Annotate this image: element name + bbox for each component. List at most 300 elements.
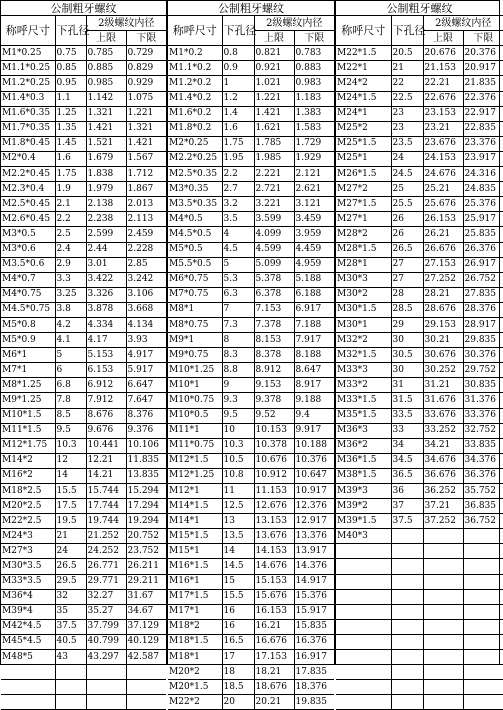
table-row (168, 393, 334, 408)
cell-lower: 4.917 (126, 348, 166, 363)
table-row (1, 393, 166, 408)
table-row (168, 499, 334, 514)
cell-drill: 30 (391, 363, 423, 378)
cell-drill: 26.5 (391, 242, 423, 257)
table-row (168, 634, 334, 649)
cell-upper: 7.912 (86, 393, 126, 408)
cell-upper: 26.771 (86, 559, 126, 574)
table-row (1, 317, 166, 332)
table-row (336, 348, 503, 363)
cell-lower: 17.294 (126, 499, 166, 514)
table-row (168, 61, 334, 76)
cell-size: M27*2 (336, 182, 391, 197)
cell-lower: 26.376 (463, 242, 503, 257)
cell-upper: 5.378 (254, 272, 294, 287)
cell-upper: 10.378 (254, 438, 294, 453)
cell-size: M24*1 (336, 106, 391, 121)
cell-lower: 42.587 (126, 650, 166, 665)
cell-drill: 12 (55, 453, 86, 468)
table-title: 公制粗牙螺纹 (336, 1, 503, 16)
cell-drill: 1.35 (55, 121, 86, 136)
thread-table (168, 1, 334, 710)
table-row (1, 61, 166, 76)
cell-lower: 22.917 (463, 106, 503, 121)
cell-drill (55, 665, 86, 680)
cell-size: M1.8*0.45 (1, 136, 55, 151)
cell-drill: 3.25 (55, 287, 86, 302)
header-nominal-size: 称呼尺寸 (168, 16, 222, 46)
table-row (1, 167, 166, 182)
table-row (336, 287, 503, 302)
cell-size: M22*2 (168, 695, 222, 710)
cell-drill: 13 (222, 514, 254, 529)
cell-upper: 43.297 (86, 650, 126, 665)
cell-lower (126, 665, 166, 680)
cell-lower: 18.376 (294, 680, 334, 695)
table-row (1, 106, 166, 121)
table-row (168, 227, 334, 242)
cell-upper: 23.21 (423, 121, 463, 136)
cell-upper (423, 559, 463, 574)
cell-lower (463, 695, 503, 710)
cell-drill: 16 (222, 604, 254, 619)
table-row (336, 499, 503, 514)
table-row (336, 76, 503, 91)
table-title: 公制粗牙螺纹 (168, 1, 334, 16)
cell-drill: 2.1 (55, 197, 86, 212)
cell-drill: 43 (55, 650, 86, 665)
cell-upper: 8.378 (254, 348, 294, 363)
cell-drill: 22.5 (391, 91, 423, 106)
cell-upper: 35.27 (86, 604, 126, 619)
cell-drill: 1.75 (55, 167, 86, 182)
cell-size: M3*0.6 (1, 242, 55, 257)
cell-lower: 1.929 (294, 151, 334, 166)
cell-lower: 4.459 (294, 242, 334, 257)
cell-lower: 9.4 (294, 408, 334, 423)
cell-upper: 33.252 (423, 423, 463, 438)
cell-size: M33*2 (336, 378, 391, 393)
cell-upper: 29.771 (86, 574, 126, 589)
cell-upper (86, 695, 126, 710)
cell-size: M20*2.5 (1, 499, 55, 514)
cell-size: M25*1 (336, 151, 391, 166)
cell-upper: 0.785 (86, 46, 126, 61)
cell-upper: 28.21 (423, 287, 463, 302)
cell-size: M32*2 (336, 333, 391, 348)
cell-drill: 2.2 (222, 167, 254, 182)
cell-drill: 35 (55, 604, 86, 619)
cell-drill (55, 695, 86, 710)
thread-table (1, 1, 166, 710)
cell-size: M5*0.5 (168, 242, 222, 257)
header-minor-diameter: 2级螺纹内径 (254, 16, 334, 31)
cell-lower: 14.376 (294, 559, 334, 574)
cell-drill: 7.8 (55, 393, 86, 408)
cell-size (336, 604, 391, 619)
cell-drill: 22 (391, 76, 423, 91)
cell-drill: 3.2 (222, 197, 254, 212)
cell-lower: 5.917 (126, 363, 166, 378)
table-row (336, 665, 503, 680)
cell-upper: 3.599 (254, 212, 294, 227)
panel-coarse-thread-left (1, 1, 168, 664)
cell-size: M16*1.5 (168, 559, 222, 574)
cell-upper: 24.676 (423, 167, 463, 182)
cell-lower: 8.647 (294, 363, 334, 378)
cell-drill: 16.5 (222, 634, 254, 649)
cell-size: M9*1.25 (1, 393, 55, 408)
cell-upper: 4.599 (254, 242, 294, 257)
cell-lower (463, 544, 503, 559)
cell-lower: 21.835 (463, 76, 503, 91)
cell-size: M10*0.5 (168, 408, 222, 423)
cell-upper: 37.252 (423, 514, 463, 529)
cell-size (1, 680, 55, 695)
cell-lower: 2.459 (126, 227, 166, 242)
cell-upper: 21.252 (86, 529, 126, 544)
cell-drill: 1 (222, 76, 254, 91)
cell-upper: 2.721 (254, 182, 294, 197)
cell-size: M1.4*0.3 (1, 91, 55, 106)
cell-drill: 4.1 (55, 333, 86, 348)
cell-drill: 4 (222, 227, 254, 242)
cell-upper: 0.985 (86, 76, 126, 91)
cell-drill: 23 (391, 121, 423, 136)
cell-drill: 20 (222, 695, 254, 710)
cell-size: M2.5*0.35 (168, 167, 222, 182)
table-row (336, 212, 503, 227)
table-row (336, 544, 503, 559)
cell-lower: 29.752 (463, 363, 503, 378)
table-row (1, 484, 166, 499)
cell-drill: 3.3 (55, 272, 86, 287)
cell-upper: 2.238 (86, 212, 126, 227)
cell-size: M6*1 (1, 348, 55, 363)
thread-table (336, 1, 503, 710)
cell-lower: 25.835 (463, 227, 503, 242)
cell-drill: 3.8 (55, 302, 86, 317)
cell-drill: 26 (391, 227, 423, 242)
cell-drill: 4.5 (222, 242, 254, 257)
cell-lower: 3.459 (294, 212, 334, 227)
cell-upper: 1.142 (86, 91, 126, 106)
cell-upper: 6.153 (86, 363, 126, 378)
cell-upper: 31.21 (423, 378, 463, 393)
cell-upper: 1.421 (254, 106, 294, 121)
cell-drill: 11 (222, 484, 254, 499)
table-row (1, 302, 166, 317)
table-row (336, 182, 503, 197)
cell-lower: 10.188 (294, 438, 334, 453)
table-row (168, 468, 334, 483)
table-row (168, 212, 334, 227)
cell-size: M1.2*0.2 (168, 76, 222, 91)
cell-drill: 9 (222, 378, 254, 393)
cell-drill: 6.3 (222, 287, 254, 302)
cell-lower (463, 574, 503, 589)
cell-upper (423, 680, 463, 695)
cell-lower: 13.376 (294, 529, 334, 544)
table-row (336, 619, 503, 634)
table-row (1, 650, 166, 665)
table-row (1, 151, 166, 166)
cell-lower: 34.67 (126, 604, 166, 619)
cell-drill: 5 (55, 348, 86, 363)
cell-lower: 20.752 (126, 529, 166, 544)
cell-upper: 17.744 (86, 499, 126, 514)
cell-size: M4.5*0.5 (168, 227, 222, 242)
table-row (1, 559, 166, 574)
cell-upper: 36.252 (423, 484, 463, 499)
cell-lower: 15.835 (294, 619, 334, 634)
cell-size: M38*1.5 (336, 468, 391, 483)
cell-drill: 18.5 (222, 680, 254, 695)
cell-size: M22*1 (336, 61, 391, 76)
table-row (168, 695, 334, 710)
cell-size: M36*3 (336, 423, 391, 438)
table-row (336, 559, 503, 574)
cell-drill: 25 (391, 182, 423, 197)
cell-drill: 2.7 (222, 182, 254, 197)
cell-upper (423, 634, 463, 649)
cell-drill: 10.3 (222, 438, 254, 453)
cell-lower: 30.835 (463, 378, 503, 393)
cell-size: M4*0.75 (1, 287, 55, 302)
cell-drill: 10 (222, 423, 254, 438)
cell-size: M26*1.5 (336, 167, 391, 182)
cell-drill: 25.5 (391, 197, 423, 212)
cell-drill: 6.8 (55, 378, 86, 393)
table-row (168, 438, 334, 453)
table-row (336, 106, 503, 121)
cell-lower: 12.917 (294, 514, 334, 529)
cell-drill: 2.4 (55, 242, 86, 257)
cell-drill: 5.3 (222, 272, 254, 287)
cell-upper: 23.676 (423, 136, 463, 151)
cell-lower: 25.376 (463, 197, 503, 212)
cell-lower: 2.121 (294, 167, 334, 182)
table-row (168, 604, 334, 619)
table-row (168, 408, 334, 423)
table-row (1, 589, 166, 604)
cell-drill: 15.5 (55, 484, 86, 499)
cell-upper: 1.621 (254, 121, 294, 136)
cell-size: M36*1.5 (336, 453, 391, 468)
cell-lower: 27.835 (463, 287, 503, 302)
table-row (168, 242, 334, 257)
table-row (1, 136, 166, 151)
cell-upper: 4.099 (254, 227, 294, 242)
cell-upper: 15.153 (254, 574, 294, 589)
table-row (336, 227, 503, 242)
table-row (1, 695, 166, 710)
cell-lower: 10.106 (126, 438, 166, 453)
cell-size: M7*0.75 (168, 287, 222, 302)
cell-drill (391, 695, 423, 710)
cell-size: M5*0.9 (1, 333, 55, 348)
cell-size: M1.6*0.2 (168, 106, 222, 121)
table-row (336, 317, 503, 332)
table-row (168, 559, 334, 574)
cell-drill: 28.5 (391, 302, 423, 317)
cell-upper (423, 544, 463, 559)
cell-drill: 1.6 (55, 151, 86, 166)
cell-upper: 29.153 (423, 317, 463, 332)
cell-drill: 10.5 (222, 453, 254, 468)
cell-drill (391, 680, 423, 695)
cell-size: M24*2 (336, 76, 391, 91)
cell-lower: 19.835 (294, 695, 334, 710)
table-row (336, 378, 503, 393)
cell-drill (391, 574, 423, 589)
cell-upper (86, 665, 126, 680)
cell-drill: 0.9 (222, 61, 254, 76)
cell-lower: 28.917 (463, 317, 503, 332)
cell-lower: 13.917 (294, 544, 334, 559)
cell-drill: 17 (222, 650, 254, 665)
cell-size: M3.5*0.35 (168, 197, 222, 212)
cell-lower (463, 589, 503, 604)
cell-size: M9*1 (168, 333, 222, 348)
cell-size: M8*1 (168, 302, 222, 317)
cell-drill: 5 (222, 257, 254, 272)
cell-lower: 17.835 (294, 665, 334, 680)
cell-lower: 1.075 (126, 91, 166, 106)
cell-upper: 13.676 (254, 529, 294, 544)
cell-size: M3*0.35 (168, 182, 222, 197)
cell-upper: 25.21 (423, 182, 463, 197)
cell-upper: 33.676 (423, 408, 463, 423)
cell-lower: 4.959 (294, 257, 334, 272)
cell-size: M30*1.5 (336, 302, 391, 317)
cell-size (336, 619, 391, 634)
cell-size: M2.5*0.45 (1, 197, 55, 212)
cell-drill: 30.5 (391, 348, 423, 363)
cell-size: M9*0.75 (168, 348, 222, 363)
cell-size: M11*1 (168, 423, 222, 438)
table-row (168, 151, 334, 166)
table-row (168, 257, 334, 272)
cell-lower: 6.917 (294, 302, 334, 317)
cell-lower (463, 559, 503, 574)
cell-size: M1.2*0.25 (1, 76, 55, 91)
cell-upper: 7.153 (254, 302, 294, 317)
cell-drill: 29.5 (55, 574, 86, 589)
cell-lower: 1.583 (294, 121, 334, 136)
cell-drill: 24.5 (391, 167, 423, 182)
table-row (1, 333, 166, 348)
cell-upper: 26.153 (423, 212, 463, 227)
cell-size: M17*1 (168, 604, 222, 619)
cell-size: M3*0.5 (1, 227, 55, 242)
cell-size: M30*2 (336, 287, 391, 302)
cell-drill: 0.8 (222, 46, 254, 61)
table-row (168, 348, 334, 363)
cell-upper: 1.021 (254, 76, 294, 91)
table-row (1, 453, 166, 468)
cell-upper: 14.21 (86, 468, 126, 483)
header-nominal-size: 称呼尺寸 (336, 16, 391, 46)
cell-size: M11*0.75 (168, 438, 222, 453)
cell-drill: 37.5 (391, 514, 423, 529)
table-row (168, 272, 334, 287)
cell-drill: 31.5 (391, 393, 423, 408)
cell-lower: 8.376 (126, 408, 166, 423)
cell-drill: 9.3 (222, 393, 254, 408)
cell-size: M20*2 (168, 665, 222, 680)
table-row (336, 393, 503, 408)
cell-upper: 1.421 (86, 121, 126, 136)
table-row (336, 468, 503, 483)
table-row (168, 363, 334, 378)
cell-upper (423, 574, 463, 589)
cell-size: M27*3 (1, 544, 55, 559)
cell-upper: 24.252 (86, 544, 126, 559)
cell-drill: 0.85 (55, 61, 86, 76)
cell-size: M2.3*0.4 (1, 182, 55, 197)
cell-size: M14*1.5 (168, 499, 222, 514)
cell-drill: 34 (391, 438, 423, 453)
cell-upper: 16.676 (254, 634, 294, 649)
cell-size: M18*2 (168, 619, 222, 634)
cell-drill: 26 (391, 212, 423, 227)
cell-lower: 2.228 (126, 242, 166, 257)
cell-lower: 36.376 (463, 468, 503, 483)
cell-upper: 1.321 (86, 106, 126, 121)
cell-upper: 10.441 (86, 438, 126, 453)
cell-drill: 17.5 (55, 499, 86, 514)
cell-lower (126, 680, 166, 695)
cell-size: M33*3.5 (1, 574, 55, 589)
cell-size: M4.5*0.75 (1, 302, 55, 317)
table-row (336, 680, 503, 695)
table-row (1, 544, 166, 559)
cell-upper: 9.676 (86, 423, 126, 438)
cell-drill: 30 (391, 333, 423, 348)
cell-lower: 10.647 (294, 468, 334, 483)
cell-lower: 3.106 (126, 287, 166, 302)
cell-drill: 27 (391, 272, 423, 287)
cell-drill: 14 (55, 468, 86, 483)
table-row (168, 484, 334, 499)
cell-upper: 4.334 (86, 317, 126, 332)
table-row (168, 589, 334, 604)
cell-lower: 2.85 (126, 257, 166, 272)
cell-lower: 37.129 (126, 619, 166, 634)
cell-drill: 21 (55, 529, 86, 544)
cell-drill: 13.5 (222, 529, 254, 544)
cell-drill: 21 (391, 61, 423, 76)
table-row (1, 121, 166, 136)
cell-upper: 19.744 (86, 514, 126, 529)
cell-drill: 9.5 (222, 408, 254, 423)
cell-lower: 8.917 (294, 378, 334, 393)
cell-size: M12*1.75 (1, 438, 55, 453)
cell-lower: 15.376 (294, 589, 334, 604)
cell-upper: 8.676 (86, 408, 126, 423)
cell-size: M32*1.5 (336, 348, 391, 363)
header-tap-drill: 下孔径 (55, 16, 86, 46)
cell-lower: 6.647 (126, 378, 166, 393)
cell-drill: 9.5 (55, 423, 86, 438)
cell-upper: 1.838 (86, 167, 126, 182)
header-upper-limit: 上限 (423, 31, 463, 46)
cell-lower: 24.316 (463, 167, 503, 182)
cell-drill: 15 (222, 574, 254, 589)
table-row (336, 242, 503, 257)
cell-size: M6*0.75 (168, 272, 222, 287)
